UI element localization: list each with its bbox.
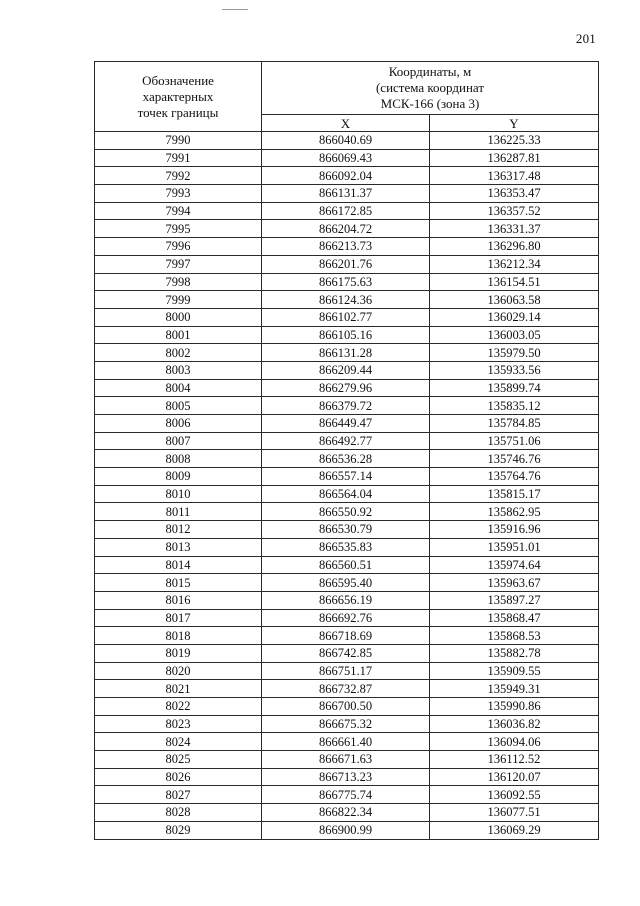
table-row — [95, 432, 599, 450]
y-value-cell: 135909.55 — [430, 662, 599, 680]
table-row — [95, 344, 599, 362]
x-value-cell: 866560.51 — [262, 556, 430, 574]
y-value-cell: 135949.31 — [430, 680, 599, 698]
x-value-cell: 866732.87 — [262, 680, 430, 698]
point-id-cell: 7998 — [95, 273, 262, 291]
top-rule-mark — [222, 9, 248, 10]
y-value-cell: 135868.47 — [430, 609, 599, 627]
point-id-cell: 8005 — [95, 397, 262, 415]
x-value-cell: 866671.63 — [262, 751, 430, 769]
y-value-cell: 136154.51 — [430, 273, 599, 291]
y-value-cell: 135916.96 — [430, 521, 599, 539]
point-id-cell: 7997 — [95, 255, 262, 273]
table-row — [95, 361, 599, 379]
y-value-cell: 136036.82 — [430, 715, 599, 733]
point-id-cell: 7993 — [95, 185, 262, 203]
point-id-cell: 8018 — [95, 627, 262, 645]
x-value-cell: 866172.85 — [262, 202, 430, 220]
point-id-cell: 7992 — [95, 167, 262, 185]
point-id-cell: 7996 — [95, 238, 262, 256]
table-row — [95, 627, 599, 645]
x-value-cell: 866661.40 — [262, 733, 430, 751]
x-value-cell: 866209.44 — [262, 361, 430, 379]
point-id-cell: 8022 — [95, 698, 262, 716]
x-value-cell: 866713.23 — [262, 768, 430, 786]
y-value-cell: 135963.67 — [430, 574, 599, 592]
point-id-cell: 8003 — [95, 361, 262, 379]
x-value-cell: 866213.73 — [262, 238, 430, 256]
table-row — [95, 149, 599, 167]
table-row — [95, 273, 599, 291]
table-row — [95, 468, 599, 486]
x-value-cell: 866530.79 — [262, 521, 430, 539]
table-row — [95, 255, 599, 273]
point-id-cell: 8020 — [95, 662, 262, 680]
coordinates-header: Координаты, м (система координат МСК-166 (зона 3) — [262, 62, 599, 115]
x-value-cell: 866550.92 — [262, 503, 430, 521]
table-row — [95, 821, 599, 839]
table-row — [95, 450, 599, 468]
x-value-cell: 866092.04 — [262, 167, 430, 185]
x-value-cell: 866040.69 — [262, 132, 430, 150]
y-value-cell: 136317.48 — [430, 167, 599, 185]
table-row — [95, 132, 599, 150]
y-value-cell: 136225.33 — [430, 132, 599, 150]
table-row — [95, 397, 599, 415]
point-id-cell: 8026 — [95, 768, 262, 786]
point-id-cell: 8004 — [95, 379, 262, 397]
table-row — [95, 786, 599, 804]
x-value-cell: 866536.28 — [262, 450, 430, 468]
y-value-cell: 136353.47 — [430, 185, 599, 203]
x-value-cell: 866175.63 — [262, 273, 430, 291]
y-value-cell: 135862.95 — [430, 503, 599, 521]
x-value-cell: 866102.77 — [262, 308, 430, 326]
x-value-cell: 866379.72 — [262, 397, 430, 415]
point-id-cell: 8009 — [95, 468, 262, 486]
point-id-cell: 8015 — [95, 574, 262, 592]
x-value-cell: 866751.17 — [262, 662, 430, 680]
table-row — [95, 485, 599, 503]
y-value-cell: 136331.37 — [430, 220, 599, 238]
y-value-cell: 135751.06 — [430, 432, 599, 450]
x-value-cell: 866742.85 — [262, 644, 430, 662]
y-value-cell: 135746.76 — [430, 450, 599, 468]
point-id-cell: 8012 — [95, 521, 262, 539]
x-value-cell: 866822.34 — [262, 804, 430, 822]
point-id-cell: 8025 — [95, 751, 262, 769]
point-id-cell: 8008 — [95, 450, 262, 468]
point-id-cell: 8017 — [95, 609, 262, 627]
y-value-cell: 136069.29 — [430, 821, 599, 839]
x-value-cell: 866595.40 — [262, 574, 430, 592]
point-id-cell: 8021 — [95, 680, 262, 698]
x-value-cell: 866692.76 — [262, 609, 430, 627]
table-row — [95, 609, 599, 627]
y-value-cell: 136287.81 — [430, 149, 599, 167]
y-value-cell: 136063.58 — [430, 291, 599, 309]
table-row — [95, 556, 599, 574]
y-value-cell: 135784.85 — [430, 415, 599, 433]
x-value-cell: 866449.47 — [262, 415, 430, 433]
table-row — [95, 644, 599, 662]
table-row — [95, 326, 599, 344]
point-id-cell: 7994 — [95, 202, 262, 220]
table-row — [95, 804, 599, 822]
y-value-cell: 135899.74 — [430, 379, 599, 397]
x-value-cell: 866492.77 — [262, 432, 430, 450]
y-value-cell: 136092.55 — [430, 786, 599, 804]
y-value-cell: 135835.12 — [430, 397, 599, 415]
table-row — [95, 308, 599, 326]
x-value-cell: 866900.99 — [262, 821, 430, 839]
y-value-cell: 135882.78 — [430, 644, 599, 662]
y-value-cell: 136212.34 — [430, 255, 599, 273]
table-row — [95, 751, 599, 769]
table-row — [95, 415, 599, 433]
point-id-cell: 8010 — [95, 485, 262, 503]
y-column-header: Y — [430, 115, 599, 132]
x-column-header: X — [262, 115, 430, 132]
y-value-cell: 136077.51 — [430, 804, 599, 822]
y-value-cell: 136357.52 — [430, 202, 599, 220]
table-row — [95, 379, 599, 397]
point-id-cell: 8002 — [95, 344, 262, 362]
x-value-cell: 866700.50 — [262, 698, 430, 716]
coordinates-table — [94, 61, 599, 840]
table-row — [95, 185, 599, 203]
point-id-cell: 8019 — [95, 644, 262, 662]
x-value-cell: 866105.16 — [262, 326, 430, 344]
point-id-cell: 8023 — [95, 715, 262, 733]
point-id-cell: 8028 — [95, 804, 262, 822]
x-value-cell: 866775.74 — [262, 786, 430, 804]
y-value-cell: 136296.80 — [430, 238, 599, 256]
x-value-cell: 866656.19 — [262, 591, 430, 609]
table-row — [95, 167, 599, 185]
point-id-cell: 8001 — [95, 326, 262, 344]
table-row — [95, 574, 599, 592]
y-value-cell: 136003.05 — [430, 326, 599, 344]
point-id-cell: 8016 — [95, 591, 262, 609]
point-id-cell: 8029 — [95, 821, 262, 839]
point-id-cell: 7991 — [95, 149, 262, 167]
x-value-cell: 866279.96 — [262, 379, 430, 397]
point-id-cell: 7999 — [95, 291, 262, 309]
table-row — [95, 521, 599, 539]
point-id-cell: 8027 — [95, 786, 262, 804]
table-row — [95, 715, 599, 733]
table-row — [95, 503, 599, 521]
point-designation-header: Обозначение характерных точек границы — [95, 62, 262, 132]
table-row — [95, 768, 599, 786]
point-id-cell: 8000 — [95, 308, 262, 326]
x-value-cell: 866069.43 — [262, 149, 430, 167]
x-value-cell: 866535.83 — [262, 538, 430, 556]
table-body — [95, 132, 599, 840]
y-value-cell: 136094.06 — [430, 733, 599, 751]
x-value-cell: 866564.04 — [262, 485, 430, 503]
y-value-cell: 136112.52 — [430, 751, 599, 769]
table-row — [95, 662, 599, 680]
point-id-cell: 7990 — [95, 132, 262, 150]
y-value-cell: 135868.53 — [430, 627, 599, 645]
table-row — [95, 220, 599, 238]
table-row — [95, 591, 599, 609]
x-value-cell: 866131.28 — [262, 344, 430, 362]
point-id-cell: 8014 — [95, 556, 262, 574]
table-row — [95, 202, 599, 220]
y-value-cell: 135933.56 — [430, 361, 599, 379]
point-id-cell: 8024 — [95, 733, 262, 751]
table-row — [95, 538, 599, 556]
y-value-cell: 136029.14 — [430, 308, 599, 326]
y-value-cell: 135897.27 — [430, 591, 599, 609]
table-row — [95, 238, 599, 256]
x-value-cell: 866718.69 — [262, 627, 430, 645]
x-value-cell: 866557.14 — [262, 468, 430, 486]
page-number: 201 — [575, 31, 596, 46]
x-value-cell: 866204.72 — [262, 220, 430, 238]
table-row — [95, 733, 599, 751]
table-row — [95, 680, 599, 698]
table-row — [95, 291, 599, 309]
y-value-cell: 135815.17 — [430, 485, 599, 503]
x-value-cell: 866131.37 — [262, 185, 430, 203]
point-id-cell: 8006 — [95, 415, 262, 433]
y-value-cell: 135764.76 — [430, 468, 599, 486]
point-id-cell: 7995 — [95, 220, 262, 238]
x-value-cell: 866675.32 — [262, 715, 430, 733]
y-value-cell: 135951.01 — [430, 538, 599, 556]
y-value-cell: 136120.07 — [430, 768, 599, 786]
y-value-cell: 135974.64 — [430, 556, 599, 574]
point-id-cell: 8013 — [95, 538, 262, 556]
table-row — [95, 698, 599, 716]
x-value-cell: 866201.76 — [262, 255, 430, 273]
point-id-cell: 8011 — [95, 503, 262, 521]
x-value-cell: 866124.36 — [262, 291, 430, 309]
y-value-cell: 135979.50 — [430, 344, 599, 362]
point-id-cell: 8007 — [95, 432, 262, 450]
y-value-cell: 135990.86 — [430, 698, 599, 716]
